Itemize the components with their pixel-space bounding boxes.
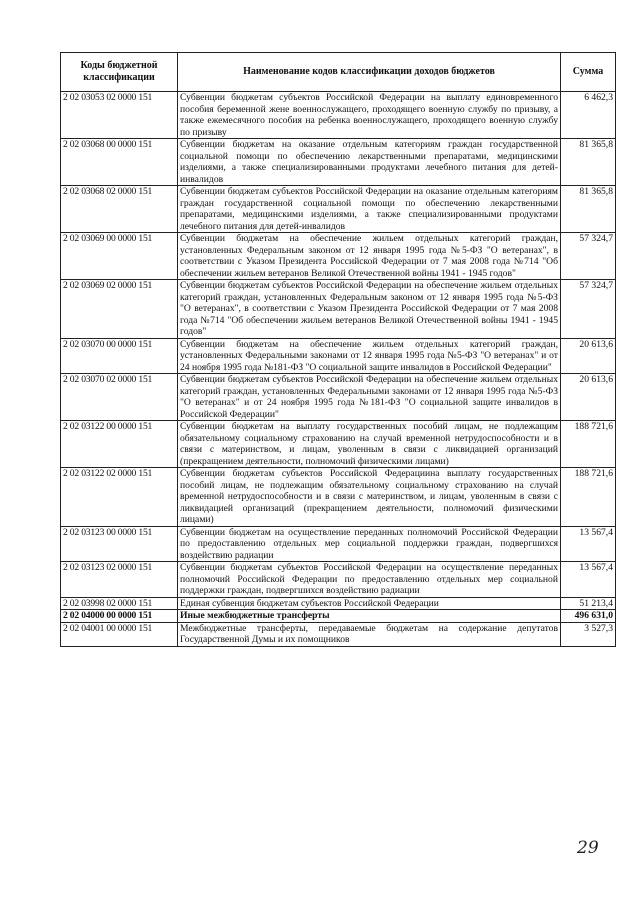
row-sum: 188 721,6 [561,421,616,468]
row-name: Субвенции бюджетам субъектов Российской Федерации на осуществление переданных полномочий Российской Федерации по предоставлению отдельных мер социальной поддержки граждан, подвергшихся воздействию радиации [178,562,561,598]
row-sum: 57 324,7 [561,233,616,280]
row-sum: 496 631,0 [561,610,616,623]
row-sum: 13 567,4 [561,526,616,562]
row-code: 2 02 03123 02 0000 151 [61,562,178,598]
row-sum: 3 527,3 [561,622,616,646]
row-name: Субвенции бюджетам субъектов Российской Федерации на обеспечение жильем отдельных категорий граждан, установленных Федеральными законами от 12 января 1995 года №5-ФЗ "О ветеранах" и от 24 ноября 1995 года №181-ФЗ "О социальной защите инвалидов в Российской Федерации" [178,374,561,421]
header-sum: Сумма [561,53,616,92]
row-sum: 51 213,4 [561,597,616,610]
row-code: 2 02 03069 00 0000 151 [61,233,178,280]
row-sum: 81 365,8 [561,186,616,233]
row-name: Субвенции бюджетам на выплату государственных пособий лицам, не подлежащим обязательному социальному страхованию на случай временной нетрудоспособности и в связи с материнством, и лицам, уволенным в связи с ликвидацией организаций (прекращением деятельности, полномочий физическими лицами) [178,421,561,468]
row-sum: 20 613,6 [561,374,616,421]
table-row [61,374,616,421]
header-name: Наименование кодов классификации доходов бюджетов [178,53,561,92]
table-row [61,338,616,374]
row-name: Субвенции бюджетам субъектов Российской Федерации на выплату единовременного пособия беременной жене военнослужащего, проходящего военную службу по призыву, а также ежемесячного пособия на ребенка военнослужащего, проходящего военную службу по призыву [178,92,561,139]
row-sum: 20 613,6 [561,338,616,374]
row-code: 2 02 03069 02 0000 151 [61,280,178,339]
row-name: Субвенции бюджетам на осуществление переданных полномочий Российской Федерации по предоставлению отдельных мер социальной поддержки граждан, подвергшихся воздействию радиации [178,526,561,562]
table-row [61,280,616,339]
handwritten-page-number: 29 [577,838,599,858]
row-name: Субвенции бюджетам на оказание отдельным категориям граждан государственной социальной помощи по обеспечению лекарственными препаратами, медицинскими изделиями, а также специализированными продуктами лечебного питания для детей-инвалидов [178,139,561,186]
row-code: 2 02 03070 02 0000 151 [61,374,178,421]
row-sum: 81 365,8 [561,139,616,186]
row-name: Иные межбюджетные трансферты [178,610,561,623]
row-code: 2 02 03068 02 0000 151 [61,186,178,233]
row-name: Субвенции бюджетам на обеспечение жильем отдельных категорий граждан, установленных Федеральными законами от 12 января 1995 года №5-ФЗ "О ветеранах" и от 24 ноября 1995 года №181-ФЗ "О социальной защите инвалидов в Российской Федерации" [178,338,561,374]
row-code: 2 02 03998 02 0000 151 [61,597,178,610]
row-name: Межбюджетные трансферты, передаваемые бюджетам на содержание депутатов Государственной Думы и их помощников [178,622,561,646]
row-sum: 6 462,3 [561,92,616,139]
row-name: Субвенции бюджетам субъектов Российской Федерациина выплату государственных пособий лицам, не подлежащим обязательному социальному страхованию на случай временной нетрудоспособности и в связи с материнством, и лицам, уволенным в связи с ликвидацией организаций (прекращением деятельности, полномочий физическими лицами) [178,468,561,527]
row-name: Субвенции бюджетам на обеспечение жильем отдельных категорий граждан, установленных Федеральным законом от 12 января 1995 года №5-ФЗ "О ветеранах", в соответствии с Указом Президента Российской Федерации от 7 мая 2008 года №714 "Об обеспечении жильем ветеранов Великой Отечественной войны 1941 - 1945 годов" [178,233,561,280]
row-name: Субвенции бюджетам субъектов Российской Федерации на обеспечение жильем отдельных категорий граждан, установленных Федеральным законом от 12 января 1995 года №5-ФЗ "О ветеранах", в соответствии с Указом Президента Российской Федерации от 7 мая 2008 года №714 "Об обеспечении жильем ветеранов Великой Отечественной войны 1941 - 1945 годов" [178,280,561,339]
table-row [61,468,616,527]
table-row [61,597,616,610]
row-code: 2 02 03122 00 0000 151 [61,421,178,468]
row-code: 2 02 04001 00 0000 151 [61,622,178,646]
table-row [61,526,616,562]
table-row [61,562,616,598]
table-row [61,233,616,280]
row-code: 2 02 03068 00 0000 151 [61,139,178,186]
table-header-row [61,53,616,92]
table-row [61,139,616,186]
row-sum: 57 324,7 [561,280,616,339]
row-sum: 188 721,6 [561,468,616,527]
row-code: 2 02 03122 02 0000 151 [61,468,178,527]
row-name: Субвенции бюджетам субъектов Российской Федерации на оказание отдельным категориям граждан государственной социальной помощи по обеспечению лекарственными препаратами, медицинскими изделиями, а также специализированными продуктами лечебного питания для детей-инвалидов [178,186,561,233]
row-name: Единая субвенция бюджетам субъектов Российской Федерации [178,597,561,610]
table-row [61,622,616,646]
row-code: 2 02 03123 00 0000 151 [61,526,178,562]
table-row [61,186,616,233]
table-row-total [61,610,616,623]
row-code: 2 02 03070 00 0000 151 [61,338,178,374]
header-code: Коды бюджетной классификации [61,53,178,92]
row-sum: 13 567,4 [561,562,616,598]
table-row [61,421,616,468]
table-row [61,92,616,139]
row-code: 2 02 04000 00 0000 151 [61,610,178,623]
row-code: 2 02 03053 02 0000 151 [61,92,178,139]
budget-classification-table [60,52,616,647]
